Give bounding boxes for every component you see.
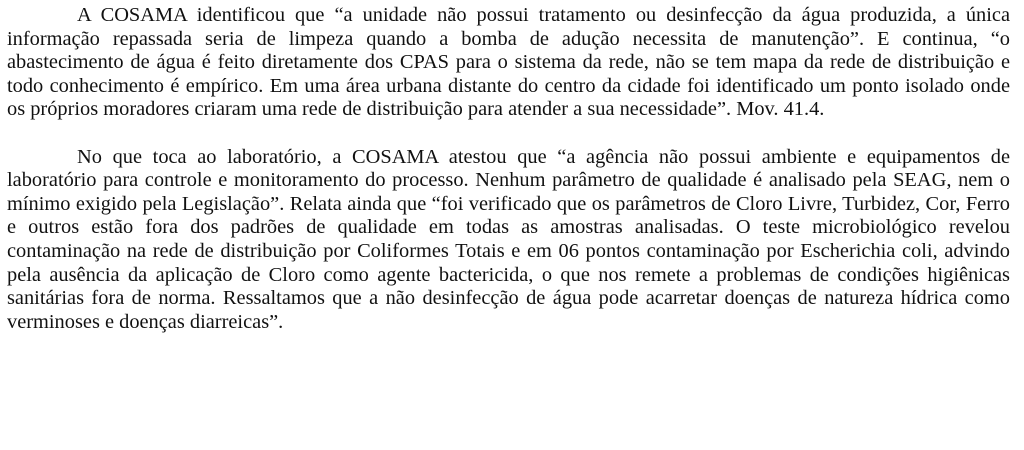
paragraph-cosama-findings: A COSAMA identificou que “a unidade não possui tratamento ou desinfecção da água produzida, a única informação repassada seria de limpeza quando a bomba de adução necessita de manutenção”. E continua, “o abastecimento de água é feito diretamente dos CPAS para o sistema da rede, não se tem mapa da rede de distribuição e todo conhecimento é empírico. Em uma área urbana distante do centro da cidade foi identificado um ponto isolado onde os próprios moradores criaram uma rede de distribuição para atender a sua necessidade”. Mov. 41.4.	[7, 4, 1010, 121]
paragraph-laboratory-findings: No que toca ao laboratório, a COSAMA atestou que “a agência não possui ambiente e equipamentos de laboratório para controle e monitoramento do processo. Nenhum parâmetro de qualidade é analisado pela SEAG, nem o mínimo exigido pela Legislação”. Relata ainda que “foi verificado que os parâmetros de Cloro Livre, Turbidez, Cor, Ferro e outros estão fora dos padrões de qualidade em todas as amostras analisadas. O teste microbiológico revelou contaminação na rede de distribuição por Coliformes Totais e em 06 pontos contaminação por Escherichia coli, advindo pela ausência da aplicação de Cloro como agente bactericida, o que nos remete a problemas de condições higiênicas sanitárias fora de norma. Ressaltamos que a não desinfecção de água pode acarretar doenças de natureza hídrica como verminoses e doenças diarreicas”.	[7, 145, 1010, 333]
